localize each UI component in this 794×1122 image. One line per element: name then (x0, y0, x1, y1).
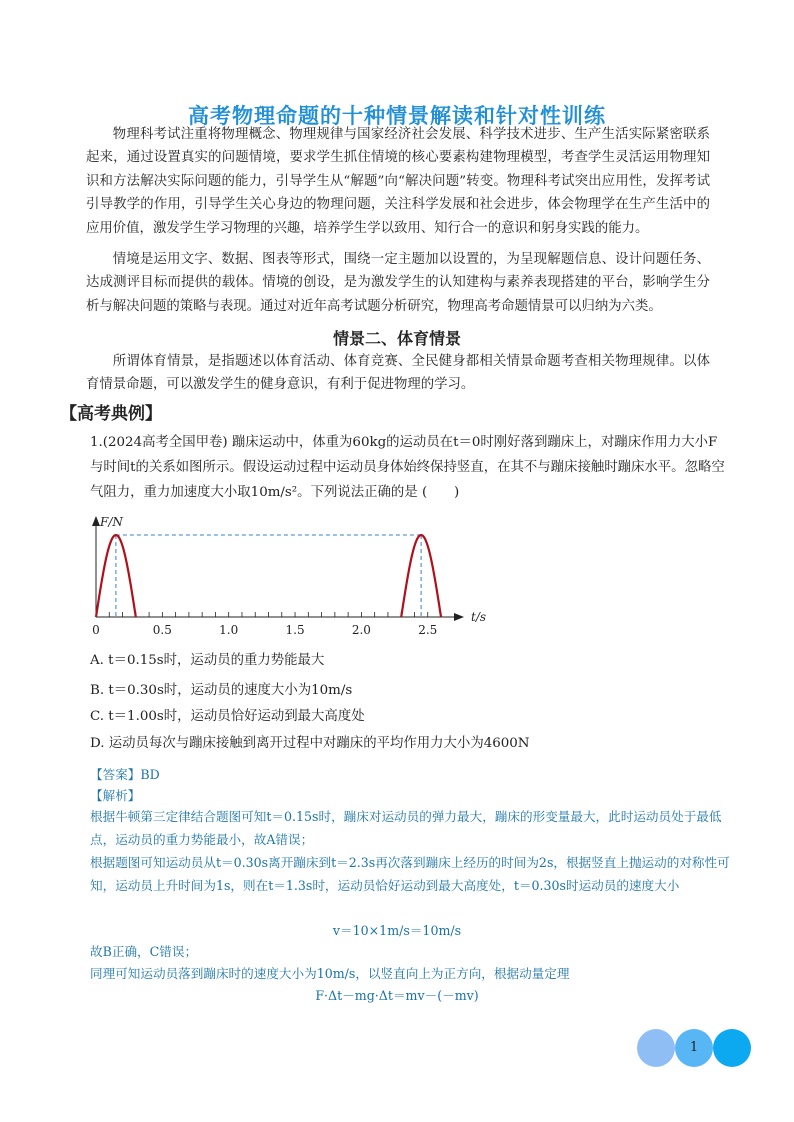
analysis-line-3: 故B正确，C错误； (90, 944, 198, 959)
page-dot-left (637, 1029, 675, 1067)
x-axis-label: t/s (471, 610, 487, 624)
y-axis-label: F/N (100, 515, 123, 529)
option-d: D. 运动员每次与蹦床接触到离开过程中对蹦床的平均作用力大小为4600N (90, 736, 530, 751)
formula-momentum: F·Δt－mg·Δt＝mv－(－mv) (315, 988, 479, 1003)
section-title: 【高考典例】 (60, 404, 162, 424)
analysis-line-2: 根据题图可知运动员从t＝0.30s离开蹦床到t＝2.3s再次落到蹦床上经历的时间为2s，根据竖直上抛运动的对称性可知，运动员上升时间为1s，则在t＝1.3s时，运动员恰好运动到最大高度处，t＝0.30s时运动员的速度大小 (90, 855, 730, 893)
option-c: C. t＝1.00s时，运动员恰好运动到最大高度处 (90, 709, 365, 724)
force-curve-2 (401, 535, 441, 617)
x-axis-arrow (454, 613, 464, 621)
force-time-chart (84, 512, 494, 647)
x-tick-label: 0 (92, 623, 100, 637)
x-tick-label: 0.5 (152, 623, 172, 637)
x-tick-label: 1.5 (285, 623, 305, 637)
scene-description: 所谓体育情景，是指题述以体育活动、体育竞赛、全民健身都相关情景命题考查相关物理规律。以体育情景命题，可以激发学生的健身意识，有利于促进物理的学习。 (86, 354, 710, 393)
question-number: 1. (90, 435, 103, 450)
page-number-badge (675, 1029, 713, 1067)
x-tick-label: 1.0 (219, 623, 239, 637)
answer-label: 【答案】BD (90, 767, 160, 782)
question-text (90, 430, 730, 505)
analysis-label: 【解析】 (90, 788, 141, 803)
analysis-line-4: 同理可知运动员落到蹦床时的速度大小为10m/s，以竖直向上为正方向，根据动量定理 (90, 966, 570, 981)
analysis-line-1: 根据牛顿第三定律结合题图可知t＝0.15s时，蹦床对运动员的弹力最大，蹦床的形变量最大，此时运动员处于最低点，运动员的重力势能最小，故A错误； (90, 809, 722, 847)
page-dot-right (713, 1029, 751, 1067)
force-curve-1 (96, 535, 136, 617)
formula-velocity: v＝10×1m/s＝10m/s (332, 923, 462, 938)
scene-heading: 情景二、体育情景 (332, 329, 461, 348)
x-tick-label: 2.0 (351, 623, 371, 637)
page-number: 1 (689, 1040, 699, 1055)
x-tick-label: 2.5 (418, 623, 438, 637)
y-axis-arrow (92, 516, 100, 526)
question-stem: (2024高考全国甲卷) 蹦床运动中，体重为60kg的运动员在t＝0时刚好落到蹦床上，对蹦床作用力大小F与时间t的关系如图所示。假设运动过程中运动员身体始终保持竖直，在其不与蹦床接触时蹦床水平。忽略空气阻力，重力加速度大小取10m/s²。下列说法正确的是 ( ) (90, 435, 725, 500)
page-title: 高考物理命题的十种情景解读和针对性训练 (188, 104, 606, 128)
intro-paragraph-1: 物理科考试注重将物理概念、物理规律与国家经济社会发展、科学技术进步、生产生活实际紧密联系起来，通过设置真实的问题情境，要求学生抓住情境的核心要素构建物理模型，考查学生灵活运用物理知识和方法解决实际问题的能力，引导学生从“解题”向“解决问题”转变。物理科考试突出应用性，发挥考试引导教学的作用，引导学生关心身边的物理问题，关注科学发展和社会进步，体会物理学在生产生活中的应用价值，激发学生学习物理的兴趣，培养学生学以致用、知行合一的意识和躬身实践的能力。 (86, 127, 710, 236)
intro-paragraph-2: 情境是运用文字、数据、图表等形式，围绕一定主题加以设置的，为呈现解题信息、设计问题任务、达成测评目标而提供的载体。情境的创设，是为激发学生的认知建构与素养表现搭建的平台，影响学生分析与解决问题的策略与表现。通过对近年高考试题分析研究，物理高考命题情景可以归纳为六类。 (86, 252, 710, 314)
option-b: B. t＝0.30s时，运动员的速度大小为10m/s (90, 683, 353, 698)
option-a: A. t＝0.15s时，运动员的重力势能最大 (90, 653, 325, 668)
